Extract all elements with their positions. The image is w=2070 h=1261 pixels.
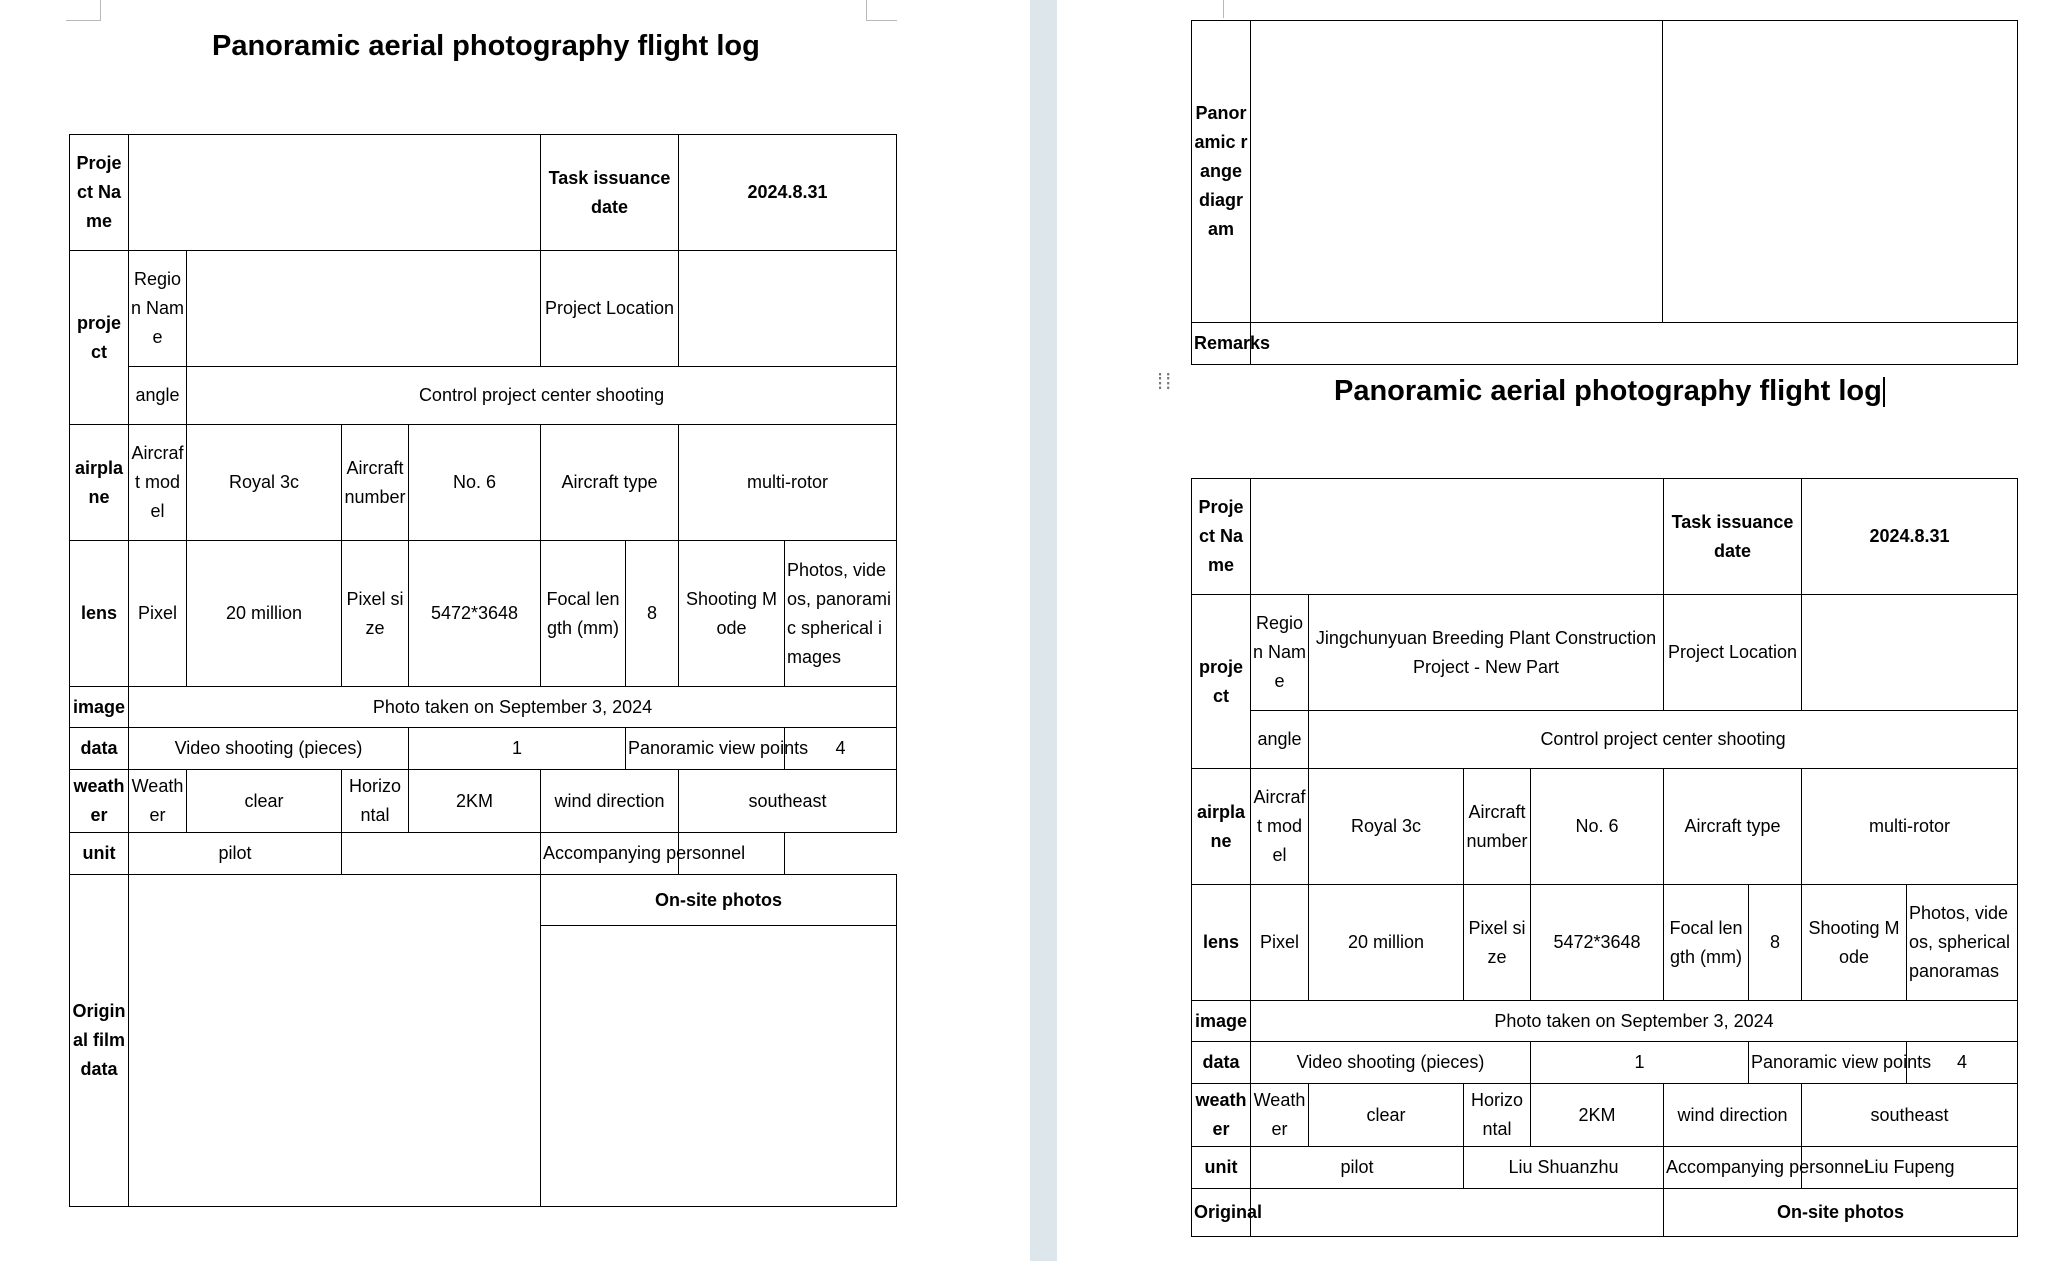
panoramic-points-value[interactable]: 4 — [1907, 1042, 2018, 1084]
aircraft-type-value[interactable]: multi-rotor — [679, 425, 897, 541]
text-cursor — [1883, 377, 1885, 407]
image-value[interactable]: Photo taken on September 3, 2024 — [1251, 1001, 2018, 1042]
project-location-value[interactable] — [1802, 595, 2018, 711]
angle-label: angle — [129, 367, 187, 425]
unit-label: unit — [1192, 1147, 1251, 1189]
drag-handle-icon[interactable]: ⁞⁞ — [1157, 369, 1174, 394]
pixel-label: Pixel — [1251, 885, 1309, 1001]
weather-label: weather — [70, 770, 129, 833]
aircraft-model-value[interactable]: Royal 3c — [187, 425, 342, 541]
project-label: project — [70, 251, 129, 425]
aircraft-type-label: Aircraft type — [541, 425, 679, 541]
document-title[interactable] — [1334, 375, 1885, 408]
onsite-photos-label: On-site photos — [541, 875, 896, 926]
accompanying-label: Accompanying personnel — [541, 833, 679, 875]
airplane-label: airplane — [70, 425, 129, 541]
focal-length-label: Focal length (mm) — [541, 541, 626, 687]
task-issuance-label: Task issuance date — [1664, 479, 1802, 595]
horizontal-value[interactable]: 2KM — [409, 770, 541, 833]
image-label: image — [70, 687, 129, 728]
document-title-text: Panoramic aerial photography flight log — [1334, 375, 1882, 407]
project-location-label: Project Location — [541, 251, 679, 367]
pixel-value[interactable]: 20 million — [1309, 885, 1464, 1001]
shooting-mode-value[interactable]: Photos, videos, panoramic spherical images — [785, 541, 897, 687]
pilot-label: pilot — [1251, 1147, 1464, 1189]
margin-corner-mark — [1223, 0, 1224, 18]
wind-direction-label: wind direction — [1664, 1084, 1802, 1147]
project-name-label: Project Name — [1192, 479, 1251, 595]
video-shooting-value[interactable]: 1 — [409, 728, 626, 770]
aircraft-model-label: Aircraft model — [129, 425, 187, 541]
project-name-label: Project Name — [70, 135, 129, 251]
focal-length-value[interactable]: 8 — [626, 541, 679, 687]
remarks-label: Remarks — [1192, 323, 1251, 365]
range-diagram-area[interactable] — [1251, 21, 1663, 323]
aircraft-type-value[interactable]: multi-rotor — [1802, 769, 2018, 885]
region-name-value[interactable] — [187, 251, 541, 367]
margin-corner-mark — [866, 0, 897, 21]
aircraft-number-value[interactable]: No. 6 — [409, 425, 541, 541]
pixel-label: Pixel — [129, 541, 187, 687]
original-label: Original — [1192, 1189, 1251, 1237]
wind-direction-label: wind direction — [541, 770, 679, 833]
panoramic-points-label: Panoramic view points — [626, 728, 785, 770]
airplane-label: airplane — [1192, 769, 1251, 885]
onsite-photos-cell[interactable] — [541, 875, 897, 1207]
data-label: data — [70, 728, 129, 770]
task-issuance-label: Task issuance date — [541, 135, 679, 251]
wind-direction-value[interactable]: southeast — [1802, 1084, 2018, 1147]
remarks-value[interactable] — [1251, 323, 2018, 365]
pixel-value[interactable]: 20 million — [187, 541, 342, 687]
project-label: project — [1192, 595, 1251, 769]
pilot-label: pilot — [129, 833, 342, 875]
weather-sub-label: Weather — [129, 770, 187, 833]
pilot-value[interactable]: Liu Shuanzhu — [1464, 1147, 1664, 1189]
shooting-mode-label: Shooting Mode — [1802, 885, 1907, 1001]
project-name-value[interactable] — [129, 135, 541, 251]
accompanying-value[interactable]: Liu Fupeng — [1802, 1147, 2018, 1189]
pixel-size-label: Pixel size — [342, 541, 409, 687]
horizontal-value[interactable]: 2KM — [1531, 1084, 1664, 1147]
project-location-label: Project Location — [1664, 595, 1802, 711]
accompanying-label: Accompanying personnel — [1664, 1147, 1802, 1189]
shooting-mode-label: Shooting Mode — [679, 541, 785, 687]
task-issuance-value[interactable]: 2024.8.31 — [1802, 479, 2018, 595]
panoramic-points-value[interactable]: 4 — [785, 728, 897, 770]
task-issuance-value[interactable]: 2024.8.31 — [679, 135, 897, 251]
region-name-label: Region Name — [1251, 595, 1309, 711]
focal-length-label: Focal length (mm) — [1664, 885, 1749, 1001]
margin-corner-mark — [66, 0, 101, 21]
lens-label: lens — [70, 541, 129, 687]
range-diagram-area-2[interactable] — [1663, 21, 2018, 323]
aircraft-number-value[interactable]: No. 6 — [1531, 769, 1664, 885]
wind-direction-value[interactable]: southeast — [679, 770, 897, 833]
horizontal-label: Horizontal — [342, 770, 409, 833]
shooting-mode-value[interactable]: Photos, videos, spherical panoramas — [1907, 885, 2018, 1001]
region-name-value[interactable]: Jingchunyuan Breeding Plant Construction Project - New Part — [1309, 595, 1664, 711]
range-diagram-table[interactable] — [1191, 20, 2018, 365]
video-shooting-label: Video shooting (pieces) — [1251, 1042, 1531, 1084]
aircraft-number-label: Aircraft number — [342, 425, 409, 541]
panoramic-range-label: Panoramic range diagram — [1192, 21, 1251, 323]
region-name-label: Region Name — [129, 251, 187, 367]
angle-value[interactable]: Control project center shooting — [187, 367, 897, 425]
focal-length-value[interactable]: 8 — [1749, 885, 1802, 1001]
original-film-area[interactable] — [129, 875, 541, 1207]
pixel-size-value[interactable]: 5472*3648 — [409, 541, 541, 687]
panoramic-points-label: Panoramic view points — [1749, 1042, 1907, 1084]
pilot-value[interactable] — [342, 833, 541, 875]
image-label: image — [1192, 1001, 1251, 1042]
angle-label: angle — [1251, 711, 1309, 769]
lens-label: lens — [1192, 885, 1251, 1001]
document-page-left — [0, 0, 1030, 1261]
document-page-right — [1057, 0, 2070, 1261]
flight-log-table[interactable] — [69, 134, 897, 1207]
project-name-value[interactable] — [1251, 479, 1664, 595]
aircraft-model-label: Aircraft model — [1251, 769, 1309, 885]
pixel-size-value[interactable]: 5472*3648 — [1531, 885, 1664, 1001]
weather-value[interactable]: clear — [1309, 1084, 1464, 1147]
angle-value[interactable]: Control project center shooting — [1309, 711, 2018, 769]
image-value[interactable]: Photo taken on September 3, 2024 — [129, 687, 897, 728]
document-title[interactable]: Panoramic aerial photography flight log — [212, 30, 760, 62]
weather-sub-label: Weather — [1251, 1084, 1309, 1147]
onsite-photos-label: On-site photos — [1664, 1189, 2018, 1237]
weather-value[interactable]: clear — [187, 770, 342, 833]
pixel-size-label: Pixel size — [1464, 885, 1531, 1001]
horizontal-label: Horizontal — [1464, 1084, 1531, 1147]
unit-label: unit — [70, 833, 129, 875]
page-gutter — [1030, 0, 1057, 1261]
original-film-area[interactable] — [1251, 1189, 1664, 1237]
aircraft-number-label: Aircraft number — [1464, 769, 1531, 885]
project-location-value[interactable] — [679, 251, 897, 367]
aircraft-type-label: Aircraft type — [1664, 769, 1802, 885]
original-film-label: Original film data — [70, 875, 129, 1207]
weather-label: weather — [1192, 1084, 1251, 1147]
flight-log-table[interactable] — [1191, 478, 2018, 1237]
data-label: data — [1192, 1042, 1251, 1084]
aircraft-model-value[interactable]: Royal 3c — [1309, 769, 1464, 885]
video-shooting-label: Video shooting (pieces) — [129, 728, 409, 770]
video-shooting-value[interactable]: 1 — [1531, 1042, 1749, 1084]
